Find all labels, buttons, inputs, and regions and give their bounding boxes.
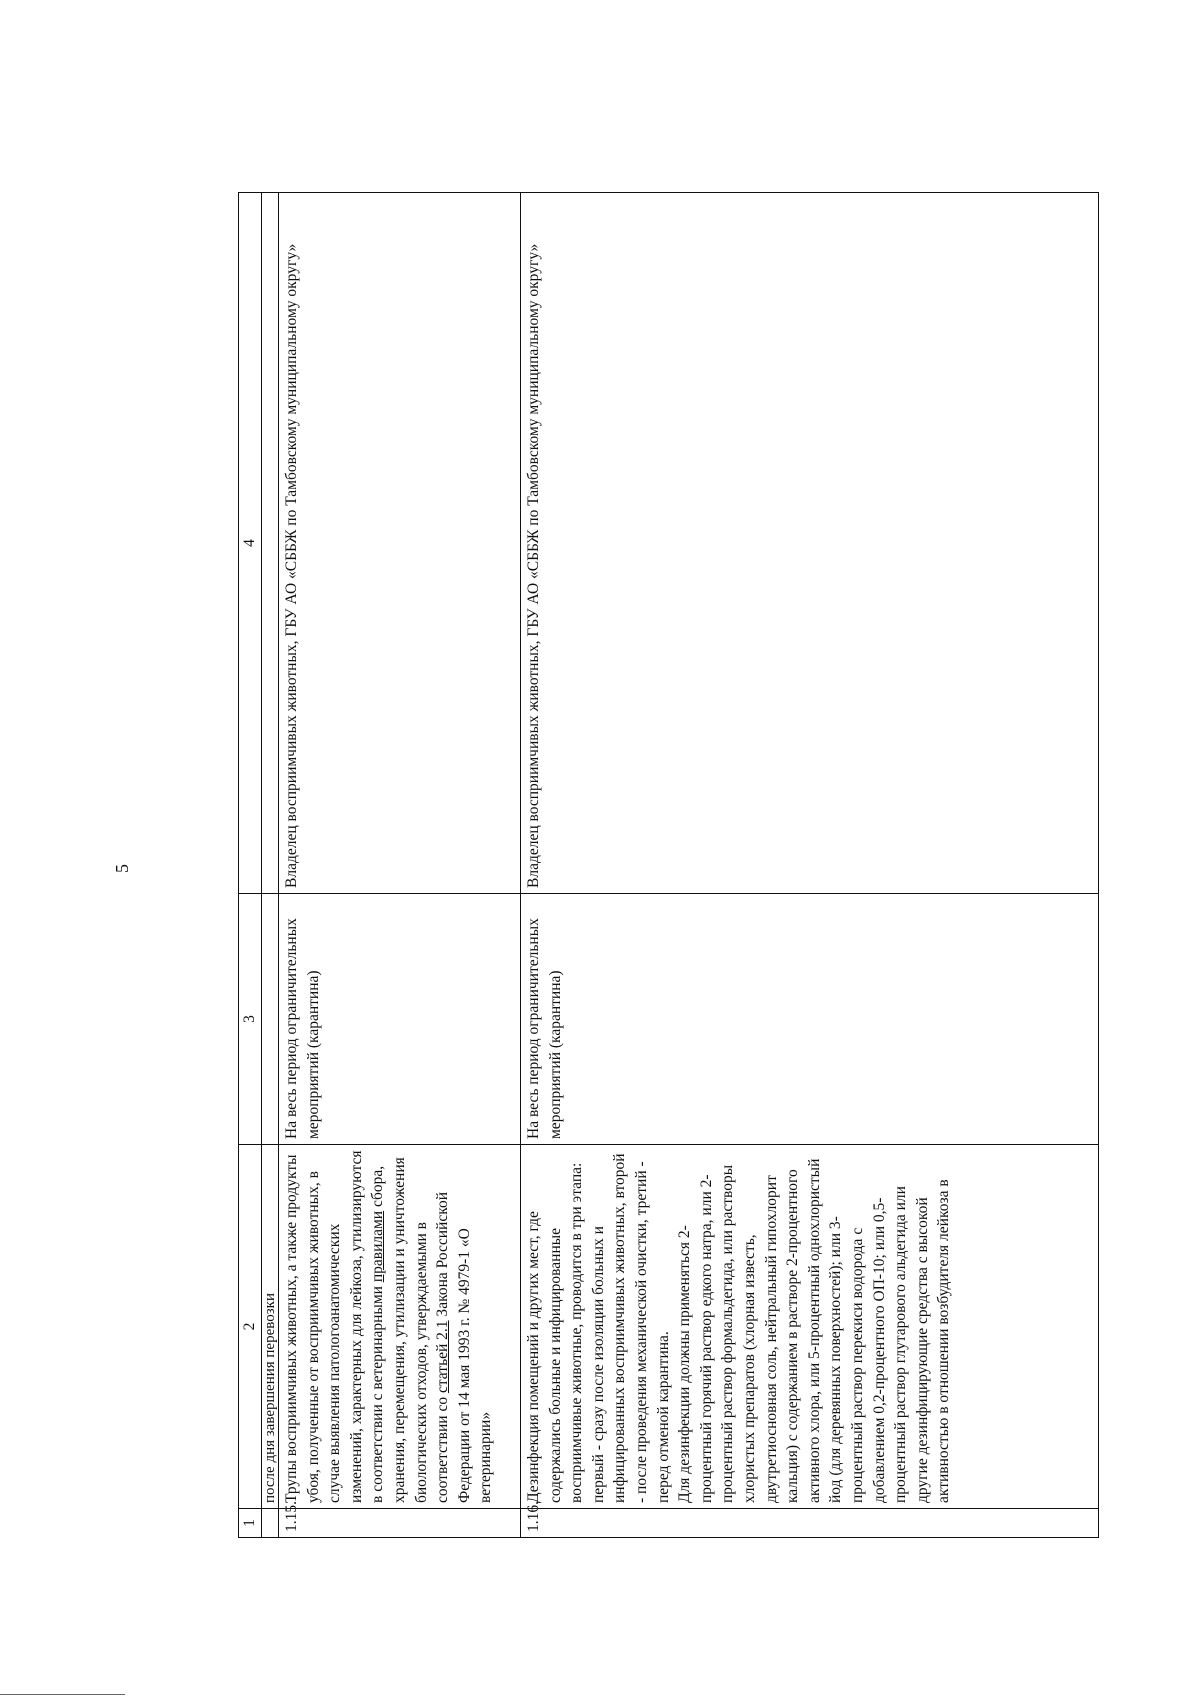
term-cell: На весь период ограничительных мероприятий (карантина) <box>521 894 1099 1145</box>
measure-text: Трупы восприимчивых животных, а также продукты убоя, полученные от восприимчивых животных, в случае выявления патологоанатомических изменений, характерных для лейкоза, утилизируются в соответствии с ветеринарными <box>283 1150 387 1503</box>
table-header-row <box>239 193 262 1538</box>
table-row <box>521 193 1099 1538</box>
continuation-cell-1 <box>262 1509 279 1538</box>
column-header-3: 3 <box>239 894 262 1145</box>
row-number: 1.16. <box>521 1509 1099 1538</box>
responsible-cell: Владелец восприимчивых животных, ГБУ АО «СББЖ по Тамбовскому муниципальному округу» <box>279 193 521 894</box>
table-row <box>279 193 521 1538</box>
measure-cell <box>279 1145 521 1509</box>
measures-table <box>238 192 1099 1538</box>
article-link[interactable]: статьей 2.1 <box>434 1320 452 1394</box>
page-number: 5 <box>112 864 132 873</box>
measure-cell <box>521 1145 1099 1509</box>
rules-link[interactable]: правилами <box>369 1210 387 1283</box>
column-header-2: 2 <box>239 1145 262 1509</box>
column-header-1: 1 <box>239 1509 262 1538</box>
continuation-row <box>262 193 279 1538</box>
term-cell: На весь период ограничительных мероприятий (карантина) <box>279 894 521 1145</box>
measure-text-cont: Для дезинфекции должны применяться 2-процентный горячий раствор едкого натра, или 2-процентный раствор формальдегида, или растворы хлористых препаратов (хлорная известь, двутретиосновная соль, нейтральный гипохлорит кальция) с содержанием в растворе 2-процентного активного хлора, или 5-процентный однохлористый йод (для деревянных поверхностей); или 3-процентный раствор перекиси водорода с добавлением 0,2-процентного ОП-10; или 0,5-процентный раствор глутарового альдегида или другие дезинфицирующие средства с высокой активностью в отношении возбудителя лейкоза в <box>676 1158 953 1503</box>
bottom-edge-line <box>0 1694 125 1695</box>
measure-text-cont: сбора, хранения, перемещения, утилизации и уничтожения биологических отходов, утверждаемыми в соответствии со <box>369 1157 452 1503</box>
responsible-cell: Владелец восприимчивых животных, ГБУ АО «СББЖ по Тамбовскому муниципальному округу» <box>521 193 1099 894</box>
rotated-table-container <box>238 193 1099 1538</box>
continuation-cell-4 <box>262 193 279 894</box>
column-header-4: 4 <box>239 193 262 894</box>
measure-text-end: Закона Российской Федерации от 14 мая 1993 г. № 4979-1 «О ветеринарии» <box>434 1191 495 1503</box>
measure-text: Дезинфекция помещений и других мест, где содержались больные и инфицированные восприимчивые животные, проводится в три этапа: первый - сразу после изоляции больных и инфицированных восприимчивых животных, второй - после проведения механической очистки, третий - перед отменой карантина. <box>525 1153 672 1503</box>
continuation-text: после дня завершения перевозки <box>262 1145 279 1509</box>
continuation-cell-3 <box>262 894 279 1145</box>
row-number: 1.15. <box>279 1509 521 1538</box>
